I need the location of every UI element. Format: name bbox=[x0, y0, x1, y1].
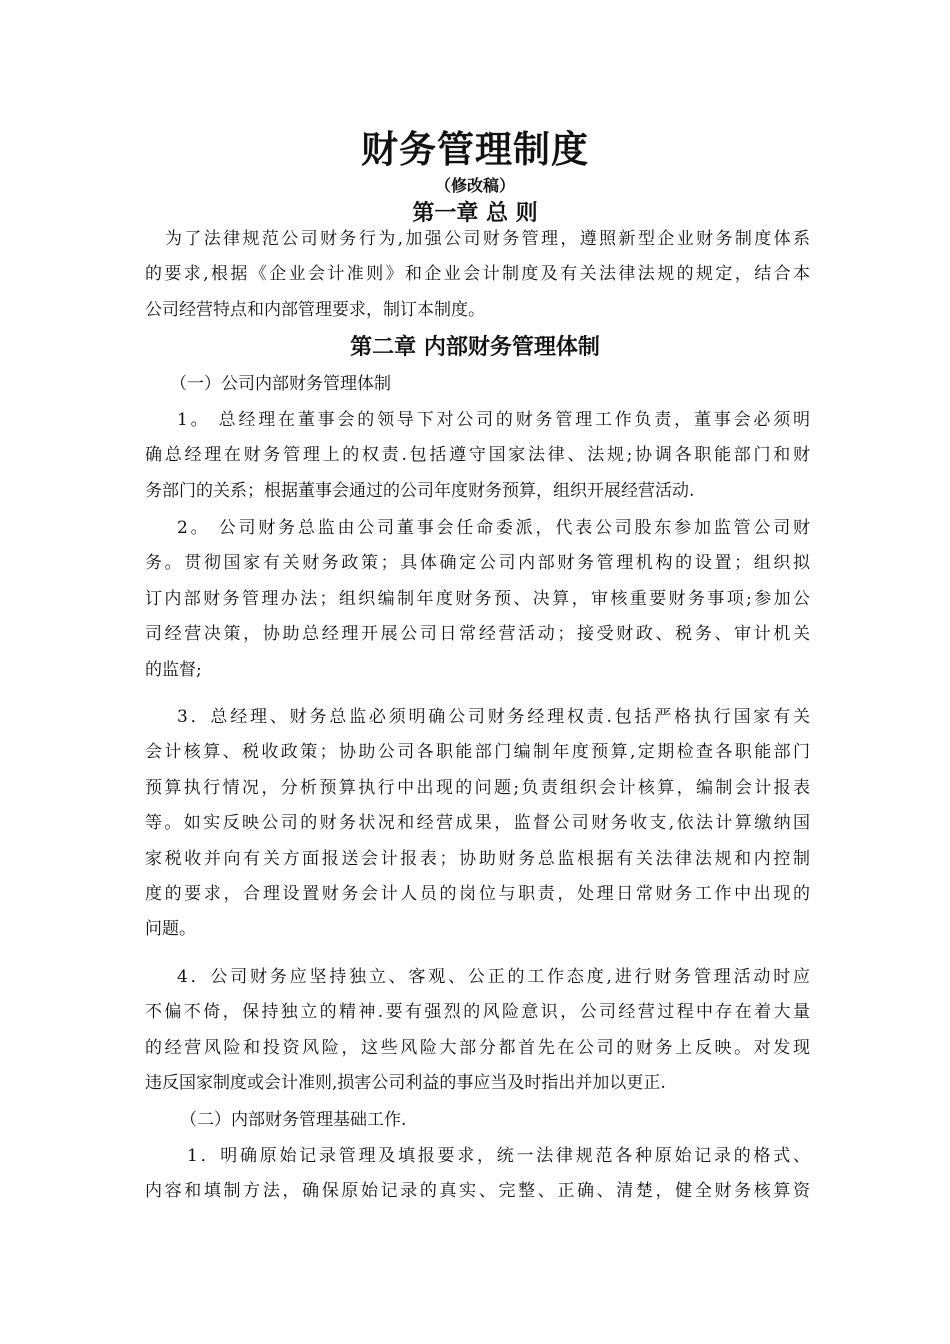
text-line: 度的要求，合理设置财务会计人员的岗位与职责，处理日常财务工作中出现的 bbox=[145, 883, 810, 904]
text-line: 问题。 bbox=[145, 919, 196, 940]
text-line: 3．总经理、财务总监必须明确公司财务经理权责.包括严格执行国家有关 bbox=[177, 707, 810, 727]
text-line: 家税收并向有关方面报送会计报表；协助财务总监根据有关法律法规和内控制 bbox=[145, 848, 810, 869]
text-line: 1。 总经理在董事会的领导下对公司的财务管理工作负责，董事会必须明 bbox=[177, 410, 810, 430]
text-line: 为了法律规范公司财务行为,加强公司财务管理，遵照新型企业财务制度体系 bbox=[165, 229, 810, 249]
text-line: 的监督; bbox=[145, 659, 202, 680]
text-line: 会计核算、税收政策；协助公司各职能部门编制年度预算,定期检查各职能部门 bbox=[145, 742, 810, 763]
text-line: 内容和填制方法，确保原始记录的真实、完整、正确、清楚，健全财务核算资 bbox=[145, 1181, 810, 1202]
text-line: 的经营风险和投资风险，这些风险大部分都首先在公司的财务上反映。对发现 bbox=[145, 1037, 810, 1058]
chapter-1-heading: 第一章 总 则 bbox=[412, 201, 538, 226]
text-line: 公司经营特点和内部管理要求，制订本制度。 bbox=[145, 299, 485, 320]
chapter-1-paragraph bbox=[145, 222, 810, 328]
text-line: 确总经理在财务管理上的权责.包括遵守国家法律、法规;协调各职能部门和财 bbox=[145, 445, 810, 466]
text-line: 2。 公司财务总监由公司董事会任命委派，代表公司股东参加监管公司财 bbox=[177, 518, 810, 538]
text-line: 务。贯彻国家有关财务政策；具体确定公司内部财务管理机构的设置；组织拟 bbox=[145, 553, 810, 574]
section-heading-1: （一）公司内部财务管理体制 bbox=[170, 374, 391, 394]
text-line: 订内部财务管理办法；组织编制年度财务预、决算，审核重要财务事项;参加公 bbox=[145, 588, 810, 609]
text-line: 的要求,根据《企业会计准则》和企业会计制度及有关法律法规的规定，结合本 bbox=[145, 264, 810, 285]
text-line: 司经营决策，协助总经理开展公司日常经营活动；接受财政、税务、审计机关 bbox=[145, 624, 810, 645]
section-heading-2: （二）内部财务管理基础工作. bbox=[180, 1110, 407, 1130]
text-line: 预算执行情况，分析预算执行中出现的问题;负责组织会计核算，编制会计报表 bbox=[145, 777, 810, 798]
document-title: 财务管理制度 bbox=[361, 128, 589, 171]
document-subtitle: （修改稿） bbox=[434, 176, 515, 195]
text-line: 不偏不倚，保持独立的精神.要有强烈的风险意识，公司经营过程中存在着大量 bbox=[145, 1002, 810, 1023]
item-5-paragraph bbox=[145, 1139, 810, 1210]
text-line: 违反国家制度或会计准则,损害公司利益的事应当及时指出并加以更正. bbox=[145, 1073, 666, 1094]
text-line: 务部门的关系；根据董事会通过的公司年度财务预算，组织开展经营活动. bbox=[145, 480, 695, 501]
item-4-paragraph bbox=[145, 960, 810, 1102]
item-2-paragraph bbox=[145, 511, 810, 688]
text-line: 4．公司财务应坚持独立、客观、公正的工作态度,进行财务管理活动时应 bbox=[177, 967, 810, 987]
chapter-2-heading: 第二章 内部财务管理体制 bbox=[350, 335, 600, 360]
item-3-paragraph bbox=[145, 700, 810, 948]
item-1-paragraph bbox=[145, 403, 810, 509]
text-line: 1．明确原始记录管理及填报要求，统一法律规范各种原始记录的格式、 bbox=[187, 1146, 810, 1166]
text-line: 等。如实反映公司的财务状况和经营成果，监督公司财务收支,依法计算缴纳国 bbox=[145, 813, 810, 834]
